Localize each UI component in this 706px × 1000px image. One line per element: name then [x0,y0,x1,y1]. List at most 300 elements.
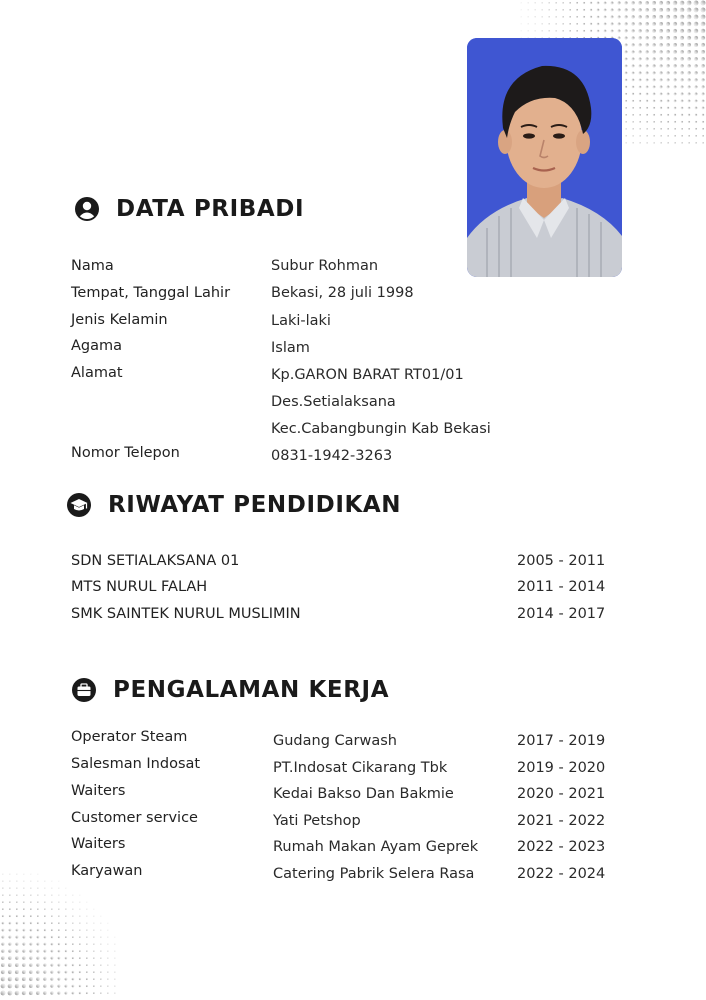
decorative-dot [9,908,11,910]
decorative-dot [702,93,705,96]
decorative-dot [37,922,39,924]
decorative-dot [8,942,11,945]
work-years: 2022 - 2023 [517,839,606,855]
decorative-dot [107,964,108,965]
decorative-dot [694,78,697,81]
decorative-dot [100,978,102,980]
decorative-dot [625,128,627,130]
decorative-dot [653,128,655,130]
work-role: Waiters [71,836,126,852]
section-title: DATA PRIBADI [116,196,305,222]
education-school: SDN SETIALAKSANA 01 [71,553,240,569]
education-school: SMK SAINTEK NURUL MUSLIMIN [71,606,301,622]
decorative-dot [9,887,10,888]
decorative-dot [107,950,108,951]
decorative-dot [688,100,691,103]
personal-value: Islam [271,340,310,356]
decorative-dot [72,950,74,952]
decorative-dot [50,963,53,966]
decorative-dot [51,908,53,910]
decorative-dot [29,963,33,967]
decorative-dot [86,978,88,980]
decorative-dot [72,929,74,931]
decorative-dot [8,984,13,989]
decorative-dot [688,128,690,130]
decorative-dot [624,1,627,4]
decorative-dot [639,65,642,68]
decorative-dot [687,36,691,40]
decorative-dot [24,874,25,875]
decorative-dot [65,929,67,931]
decorative-dot [653,135,655,137]
decorative-dot [528,31,529,32]
decorative-dot [632,79,635,82]
decorative-dot [15,977,19,981]
decorative-dot [101,916,102,917]
decorative-dot [694,1,699,6]
decorative-dot [58,971,61,974]
decorative-dot [65,936,67,938]
decorative-dot [57,984,60,987]
decorative-dot [548,23,549,24]
decorative-dot [645,50,648,53]
decorative-dot [44,943,47,946]
decorative-dot [93,950,95,952]
decorative-dot [604,2,607,5]
decorative-dot [16,880,17,881]
decorative-dot [597,9,600,12]
decorative-dot [674,107,677,110]
decorative-dot [632,58,635,61]
decorative-dot [66,895,67,896]
section-heading-work [71,677,389,703]
decorative-dot [107,971,108,972]
decorative-dot [15,956,19,960]
decorative-dot [666,36,670,40]
decorative-dot [674,142,676,144]
decorative-dot [632,65,635,68]
decorative-dot [72,936,74,938]
decorative-dot [625,107,627,109]
decorative-dot [16,908,18,910]
decorative-dot [79,992,81,994]
decorative-dot [1,991,6,996]
decorative-dot [666,1,670,5]
decorative-dot [653,100,656,103]
personal-value: Des.Setialaksana [271,394,396,410]
decorative-dot [44,887,45,888]
decorative-dot [659,64,662,67]
decorative-dot [31,874,32,875]
decorative-dot [687,85,690,88]
decorative-dot [694,71,697,74]
decorative-dot [37,887,38,888]
decorative-dot [100,950,101,951]
decorative-dot [611,9,614,12]
decorative-dot [115,944,116,945]
decorative-dot [666,50,670,54]
decorative-dot [694,29,698,33]
decorative-dot [701,22,706,27]
decorative-dot [680,15,685,20]
section-heading-personal [74,196,304,222]
decorative-dot [8,977,12,981]
decorative-dot [666,29,670,33]
decorative-dot [17,874,18,875]
decorative-dot [16,929,19,932]
decorative-dot [673,50,677,54]
decorative-dot [659,57,662,60]
decorative-dot [653,142,655,144]
education-years: 2005 - 2011 [517,553,606,569]
decorative-dot [2,908,4,910]
decorative-dot [624,36,627,39]
decorative-dot [701,64,705,68]
work-years: 2017 - 2019 [517,733,606,749]
decorative-dot [687,22,692,27]
decorative-dot [673,29,677,33]
decorative-dot [625,135,626,136]
decorative-dot [646,107,648,109]
decorative-dot [1,963,5,967]
decorative-dot [625,58,628,61]
decorative-dot [667,121,669,123]
decorative-dot [583,30,585,32]
decorative-dot [625,72,628,75]
decorative-dot [2,887,3,888]
decorative-dot [632,93,634,95]
decorative-dot [29,984,33,988]
decorative-dot [660,93,663,96]
decorative-dot [107,985,109,987]
decorative-dot [688,107,691,110]
decorative-dot [94,916,95,917]
work-role: Salesman Indosat [71,756,201,772]
decorative-dot [632,128,634,130]
decorative-dot [541,2,542,3]
decorative-dot [107,943,108,944]
decorative-dot [51,922,53,924]
personal-label: Alamat [71,365,123,381]
decorative-dot [625,121,627,123]
decorative-dot [528,10,529,11]
decorative-dot [555,30,557,32]
decorative-dot [30,915,32,917]
decorative-dot [100,943,101,944]
decorative-dot [659,71,662,74]
decorative-dot [528,3,529,4]
decorative-dot [50,984,53,987]
decorative-dot [576,23,578,25]
decorative-dot [652,71,655,74]
decorative-dot [652,22,656,26]
decorative-dot [702,121,704,123]
decorative-dot [673,71,676,74]
decorative-dot [653,121,655,123]
decorative-dot [51,929,53,931]
decorative-dot [583,16,585,18]
decorative-dot [58,901,59,902]
decorative-dot [631,1,634,4]
decorative-dot [115,937,116,938]
decorative-dot [624,29,627,32]
decorative-dot [645,36,649,40]
decorative-dot [660,135,662,137]
decorative-dot [57,977,60,980]
decorative-dot [666,8,670,12]
decorative-dot [674,135,676,137]
decorative-dot [9,929,12,932]
decorative-dot [701,43,705,47]
decorative-dot [695,114,697,116]
decorative-dot [674,128,676,130]
decorative-dot [9,922,12,925]
decorative-dot [646,93,649,96]
decorative-dot [22,963,26,967]
user-circle-icon [74,196,100,222]
decorative-dot [638,29,641,32]
decorative-dot [667,135,669,137]
decorative-dot [625,51,628,54]
decorative-dot [576,30,578,32]
section-heading-education [66,492,401,518]
decorative-dot [639,86,642,89]
decorative-dot [59,888,60,889]
decorative-dot [43,984,47,988]
decorative-dot [646,114,648,116]
decorative-dot [534,23,535,24]
decorative-dot [2,894,4,896]
decorative-dot [590,2,592,4]
decorative-dot [79,950,81,952]
decorative-dot [660,114,662,116]
decorative-dot [673,43,677,47]
decorative-dot [86,985,88,987]
decorative-dot [58,943,60,945]
decorative-dot [638,36,641,39]
decorative-dot [653,86,656,89]
decorative-dot [569,16,571,18]
decorative-dot [667,128,669,130]
decorative-dot [555,16,557,18]
decorative-dot [29,956,32,959]
decorative-dot [673,36,677,40]
decorative-dot [72,964,74,966]
decorative-dot [65,922,67,924]
decorative-dot [680,29,684,33]
decorative-dot [93,929,94,930]
decorative-dot [80,895,81,896]
decorative-dot [50,970,53,973]
decorative-dot [30,880,31,881]
decorative-dot [694,85,697,88]
decorative-dot [23,894,25,896]
decorative-dot [37,908,39,910]
decorative-dot [534,2,535,3]
decorative-dot [667,107,669,109]
decorative-dot [659,22,663,26]
decorative-dot [29,977,33,981]
decorative-dot [645,1,649,5]
decorative-dot [639,142,640,143]
decorative-dot [58,922,60,924]
profile-photo [467,38,622,277]
decorative-dot [680,64,684,68]
decorative-dot [695,100,698,103]
decorative-dot [674,100,677,103]
decorative-dot [631,43,634,46]
decorative-dot [645,22,649,26]
decorative-dot [45,881,46,882]
decorative-dot [666,71,669,74]
decorative-dot [652,43,656,47]
decorative-dot [687,71,690,74]
decorative-dot [639,93,641,95]
decorative-dot [58,929,60,931]
decorative-dot [58,936,60,938]
decorative-dot [667,114,669,116]
decorative-dot [652,15,656,19]
decorative-dot [562,30,564,32]
decorative-dot [23,936,26,939]
decorative-dot [528,17,529,18]
decorative-dot [30,908,32,910]
decorative-dot [687,78,690,81]
decorative-dot [680,57,684,61]
decorative-dot [52,881,53,882]
decorative-dot [583,2,585,4]
decorative-dot [666,57,670,61]
decorative-dot [521,3,522,4]
decorative-dot [37,936,40,939]
decorative-dot [57,991,60,994]
decorative-dot [114,971,115,972]
decorative-dot [624,43,627,46]
decorative-dot [680,85,683,88]
decorative-dot [680,71,683,74]
work-place: Catering Pabrik Selera Rasa [273,866,475,882]
decorative-dot [65,943,67,945]
decorative-dot [30,929,33,932]
decorative-dot [23,880,24,881]
decorative-dot [652,29,656,33]
decorative-dot [36,956,39,959]
decorative-dot [86,929,87,930]
decorative-dot [8,991,13,996]
decorative-dot [29,949,32,952]
personal-value: Kec.Cabangbungin Kab Bekasi [271,421,491,437]
decorative-dot [86,922,87,923]
decorative-dot [1,956,5,960]
decorative-dot [611,23,614,26]
decorative-dot [666,78,669,81]
decorative-dot [9,915,11,917]
decorative-dot [555,23,557,25]
decorative-dot [702,135,704,137]
decorative-dot [688,135,690,137]
decorative-dot [652,36,656,40]
decorative-dot [9,880,10,881]
decorative-dot [569,2,571,4]
decorative-dot [645,43,648,46]
decorative-dot [645,29,649,33]
decorative-dot [43,970,46,973]
decorative-dot [8,963,12,967]
decorative-dot [673,64,676,67]
decorative-dot [638,50,641,53]
decorative-dot [646,86,649,89]
work-place: Gudang Carwash [273,733,397,749]
decorative-dot [660,128,662,130]
decorative-dot [701,15,706,20]
decorative-dot [660,107,662,109]
decorative-dot [72,943,74,945]
decorative-dot [58,894,59,895]
decorative-dot [22,942,25,945]
decorative-dot [23,929,26,932]
decorative-dot [72,915,73,916]
decorative-dot [666,15,670,19]
decorative-dot [680,1,685,6]
decorative-dot [100,992,102,994]
decorative-dot [44,922,46,924]
decorative-dot [38,874,39,875]
decorative-dot [673,1,677,5]
decorative-dot [576,9,578,11]
decorative-dot [652,1,656,5]
decorative-dot [79,971,81,973]
decorative-dot [1,942,4,945]
decorative-dot [701,29,705,33]
decorative-dot [625,142,626,143]
decorative-dot [65,985,68,988]
decorative-dot [617,8,620,11]
education-years: 2014 - 2017 [517,606,606,622]
decorative-dot [646,135,648,137]
decorative-dot [624,15,627,18]
decorative-dot [521,17,522,18]
decorative-dot [23,901,25,903]
decorative-dot [93,936,94,937]
decorative-dot [695,135,697,137]
decorative-dot [65,901,66,902]
decorative-dot [659,36,663,40]
decorative-dot [93,971,95,973]
decorative-dot [673,15,677,19]
decorative-dot [541,9,542,10]
decorative-dot [688,114,690,116]
decorative-dot [632,135,634,137]
decorative-dot [37,943,40,946]
decorative-dot [632,142,633,143]
decorative-dot [93,992,95,994]
decorative-dot [625,114,627,116]
decorative-dot [73,895,74,896]
decorative-dot [9,894,11,896]
decorative-dot [694,15,699,20]
decorative-dot [673,85,676,88]
decorative-dot [93,943,95,945]
decorative-dot [1,970,5,974]
decorative-dot [2,915,4,917]
decorative-dot [680,36,684,40]
decorative-dot [638,15,642,19]
decorative-dot [22,956,26,960]
decorative-dot [652,57,655,60]
decorative-dot [583,9,585,11]
decorative-dot [687,50,691,54]
decorative-dot [44,915,46,917]
